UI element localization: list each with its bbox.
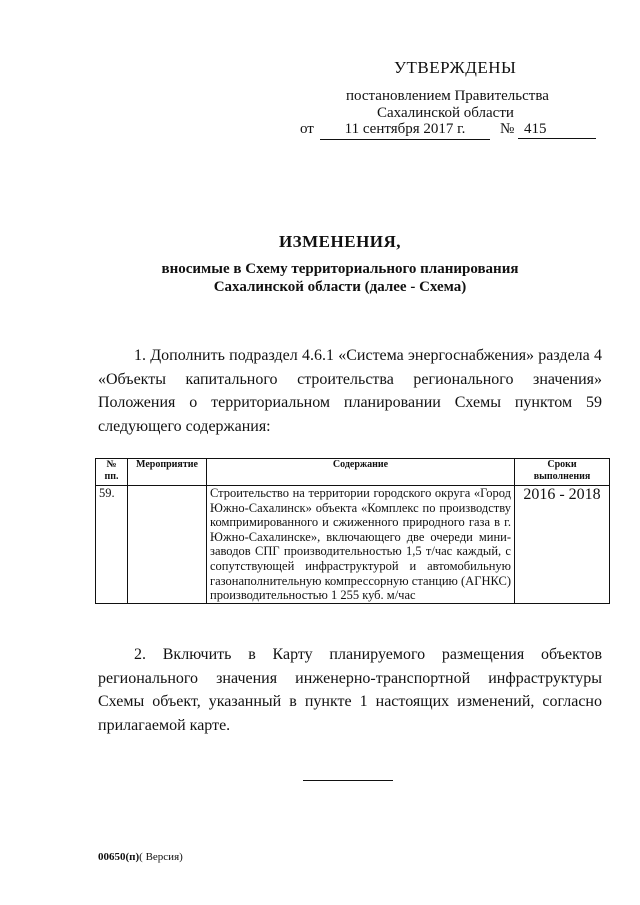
title-subtitle-line-1: вносимые в Схему территориального планирования — [161, 261, 519, 277]
header-num — [96, 459, 128, 486]
footer-version — [98, 851, 183, 863]
paragraph-1 — [98, 344, 602, 438]
document-code: 00650(п) — [98, 851, 140, 863]
approval-authority: постановлением Правительства — [346, 88, 549, 104]
version-label: ( Версия) — [139, 851, 183, 863]
paragraph-2 — [98, 643, 602, 737]
approval-date: 11 сентября 2017 г. — [320, 121, 490, 140]
changes-table — [95, 458, 610, 604]
approval-region: Сахалинской области — [377, 105, 514, 121]
header-content: Содержание — [207, 459, 515, 486]
date-from-label: от — [300, 121, 314, 137]
title-main: ИЗМЕНЕНИЯ, — [278, 232, 402, 251]
table-header-row — [96, 459, 610, 486]
paragraph-2-text: 2. Включить в Карту планируемого размещения объектов регионального значения инженерно-транспортной инфраструктуры Схемы объект, указанный в пункте 1 настоящих изменений, согласно прилагаемой карте. — [98, 646, 602, 734]
header-term-line-1: Сроки — [547, 459, 577, 470]
paragraph-1-text: 1. Дополнить подраздел 4.6.1 «Система энергоснабжения» раздела 4 «Объекты капитального строительства регионального значения» Положения о территориальном планировании Схемы пунктом 59 следующего содержания: — [98, 347, 602, 435]
approval-date-row — [300, 121, 600, 141]
cell-term: 2016 - 2018 — [515, 486, 610, 604]
header-term-line-2: выполнения — [533, 471, 591, 482]
title-subtitle — [40, 260, 640, 296]
header-event: Мероприятие — [128, 459, 207, 486]
number-label: № — [500, 121, 515, 137]
header-num-line-2: пп. — [104, 471, 119, 482]
approval-number: 415 — [518, 121, 596, 139]
document-title — [40, 232, 640, 296]
header-num-line-1: № — [106, 459, 117, 470]
table-row — [96, 486, 610, 604]
cell-content: Строительство на территории городского округа «Город Южно-Сахалинск» объекта «Комплекс по производству компримированного и сжиженного природного газа в г. Южно-Сахалинске», включающего две очереди мини-заводов СПГ производительностью 1,5 т/час каждый, с сопутствующей инфраструктурой и автомобильную газонаполнительную компрессорную станцию (АГНКС) производительностью 1 255 куб. м/час — [207, 486, 515, 604]
cell-num: 59. — [96, 486, 128, 604]
approval-heading: УТВЕРЖДЕНЫ — [394, 58, 517, 77]
cell-event — [128, 486, 207, 604]
title-subtitle-line-2: Сахалинской области (далее - Схема) — [213, 279, 467, 295]
closing-divider — [303, 780, 393, 781]
header-term — [515, 459, 610, 486]
